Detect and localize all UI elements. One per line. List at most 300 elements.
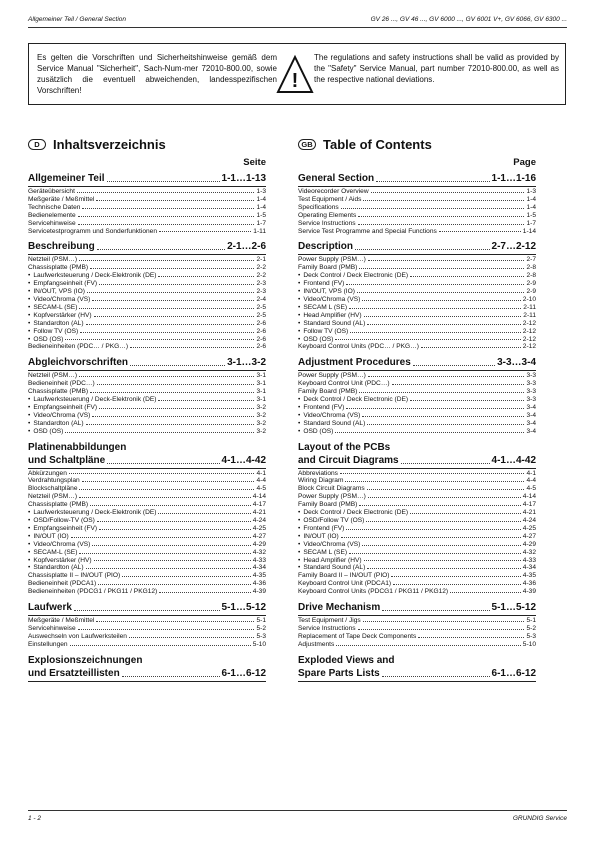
toc-subitem — [28, 396, 266, 404]
item-page: 4-32 — [522, 548, 536, 556]
toc-section — [298, 353, 536, 435]
dot-leader — [107, 181, 220, 182]
toc-section — [28, 598, 266, 649]
item-page: 2-11 — [523, 303, 536, 311]
toc-item — [28, 264, 266, 272]
item-page: 2-2 — [256, 264, 266, 272]
item-page: 4-34 — [252, 564, 266, 572]
toc-subitem — [298, 328, 536, 336]
dot-leader — [69, 473, 255, 474]
section-underline — [28, 615, 266, 616]
dot-leader — [382, 676, 490, 677]
item-title: Chassisplatte (PMB) — [28, 388, 89, 396]
section-underline — [298, 186, 536, 187]
item-page: 4-35 — [252, 572, 266, 580]
dot-leader — [357, 292, 525, 293]
item-title: Power Supply (PSM…) — [298, 256, 366, 264]
item-title: Einstellungen — [28, 640, 68, 648]
toc-item — [28, 580, 266, 588]
toc-section — [28, 172, 266, 235]
section-heading — [28, 601, 266, 614]
item-page: 5-10 — [252, 640, 266, 648]
toc-section — [298, 598, 536, 649]
dot-leader — [70, 645, 251, 646]
item-page: 2-12 — [522, 343, 536, 351]
section-underline — [28, 254, 266, 255]
dot-leader — [99, 408, 254, 409]
dot-leader — [79, 497, 251, 498]
item-title: • SECAM L (SE) — [298, 549, 347, 557]
toc-subitem — [298, 412, 536, 420]
dot-leader — [94, 316, 255, 317]
dot-leader — [341, 208, 525, 209]
safety-notice-english: The regulations and safety instructions shall be valid as provided by the "Safety" Service Manual, part number 72010-800.00, as well as the respective national deviations. — [314, 53, 559, 84]
section-title: und Ersatzteillisten — [28, 667, 120, 679]
toc-subitem — [298, 557, 536, 565]
dot-leader — [107, 463, 219, 464]
item-title: Blockschaltpläne — [28, 485, 78, 493]
toc-item — [28, 617, 266, 625]
item-page: 4-25 — [522, 524, 536, 532]
dot-leader — [346, 408, 524, 409]
dot-leader — [335, 339, 520, 340]
safety-notice-box — [28, 43, 566, 105]
dot-leader — [393, 584, 521, 585]
item-title: • Kopfverstärker (HV) — [28, 557, 92, 565]
item-title: Verdrahtungsplan — [28, 477, 80, 485]
item-page: 2-10 — [522, 295, 536, 303]
dot-leader — [439, 231, 521, 232]
dot-leader — [335, 432, 524, 433]
dot-leader — [90, 392, 254, 393]
toc-item — [28, 485, 266, 493]
item-page: 2-2 — [256, 272, 266, 280]
item-page: 2-6 — [256, 319, 266, 327]
item-title: Replacement of Tape Deck Components — [298, 632, 417, 640]
dot-leader — [96, 200, 254, 201]
item-title: • Empfangseinheit (FV) — [28, 280, 97, 288]
dot-leader — [346, 529, 520, 530]
item-title: Wiring Diagram — [298, 477, 344, 485]
item-page: 5-1 — [256, 617, 266, 625]
toc-item — [28, 228, 266, 236]
item-page: 4-17 — [252, 501, 266, 509]
section-underline — [298, 468, 536, 469]
item-page: 4-14 — [252, 493, 266, 501]
toc-section — [298, 237, 536, 351]
item-page: 4-14 — [522, 493, 536, 501]
item-page: 1-5 — [526, 211, 536, 219]
item-title: • Standardton (AL) — [28, 564, 84, 572]
item-title: Family Board (PMB) — [298, 264, 358, 272]
toc-subitem — [28, 404, 266, 412]
section-underline — [28, 370, 266, 371]
item-title: • OSD (OS) — [28, 428, 63, 436]
toc-item — [298, 188, 536, 196]
item-title: Netzteil (PSM…) — [28, 256, 78, 264]
toc-item — [298, 470, 536, 478]
item-title: • Frontend (FV) — [298, 280, 344, 288]
item-page: 4-35 — [522, 572, 536, 580]
item-title: Keyboard Control Units (PDCG1 / PKG11 / PKG12) — [298, 588, 449, 596]
item-page: 4-4 — [526, 477, 536, 485]
item-page: 2-9 — [526, 288, 536, 296]
item-title: • Video/Chroma (VS) — [28, 412, 90, 420]
toc-subitem — [298, 533, 536, 541]
item-title: Service Instructions — [298, 219, 356, 227]
item-title: • Video/Chroma (VS) — [298, 412, 360, 420]
toc-subitem — [298, 564, 536, 572]
dot-leader — [363, 200, 524, 201]
section-heading — [298, 356, 536, 369]
dot-leader — [129, 637, 255, 638]
item-page: 1-4 — [256, 203, 266, 211]
safety-notice-german: Es gelten die Vorschriften und Sicherheitshinweise gemäß dem Service Manual "Sicherheit", Sach-Num-mer 72010-800.00, sowie zusätzlich die eventuell abweichenden, landesspezifischen Vorschriften! — [37, 53, 277, 95]
item-page: 3-4 — [526, 419, 536, 427]
toc-item — [298, 264, 536, 272]
dot-leader — [65, 432, 254, 433]
item-page: 3-3 — [526, 396, 536, 404]
section-underline — [28, 468, 266, 469]
item-page: 5-1 — [526, 617, 536, 625]
toc-item — [28, 588, 266, 596]
dot-leader — [79, 553, 250, 554]
item-title: • Kopfverstärker (HV) — [28, 312, 92, 320]
item-title: • OSD/Follow-TV (OS) — [28, 517, 95, 525]
item-title: • Standard Sound (AL) — [298, 420, 365, 428]
item-page: 3-3 — [526, 380, 536, 388]
item-page: 4-39 — [522, 588, 536, 596]
item-page: 4-29 — [252, 540, 266, 548]
section-heading — [28, 172, 266, 185]
item-title: • OSD (OS) — [298, 428, 333, 436]
dot-leader — [362, 300, 520, 301]
toc-subitem — [28, 549, 266, 557]
item-title: Netzteil (PSM…) — [28, 493, 78, 501]
dot-leader — [346, 284, 524, 285]
item-title: • Frontend (FV) — [298, 525, 344, 533]
section-heading — [28, 454, 266, 467]
dot-leader — [421, 347, 521, 348]
toc-item — [28, 220, 266, 228]
item-page: 4-21 — [522, 509, 536, 517]
toc-item — [298, 617, 536, 625]
dot-leader — [366, 521, 520, 522]
section-title-line: Exploded Views and — [298, 654, 395, 666]
item-title: Block Circuit Diagrams — [298, 485, 365, 493]
dot-leader — [65, 339, 254, 340]
section-title: and Circuit Diagrams — [298, 454, 399, 466]
section-pages: 4-1…4-42 — [221, 454, 266, 466]
section-heading — [28, 240, 266, 253]
section-title: Drive Mechanism — [298, 602, 381, 614]
dot-leader — [77, 192, 255, 193]
item-page: 4-33 — [522, 556, 536, 564]
item-page: 2-5 — [256, 311, 266, 319]
toc-section — [298, 438, 536, 597]
item-page: 4-24 — [252, 517, 266, 524]
toc-item — [28, 625, 266, 633]
toc-subitem — [298, 272, 536, 280]
item-page: 4-36 — [252, 580, 266, 588]
dot-leader — [358, 216, 524, 217]
dot-leader — [368, 497, 521, 498]
dot-leader — [79, 376, 254, 377]
item-title: • Frontend (FV) — [298, 404, 344, 412]
item-page: 2-12 — [522, 327, 536, 335]
item-page: 5-2 — [526, 624, 536, 632]
section-underline — [298, 615, 536, 616]
toc-item — [28, 188, 266, 196]
dot-leader — [410, 276, 524, 277]
toc-subitem — [298, 288, 536, 296]
item-title: Power Supply (PSM…) — [298, 493, 366, 501]
item-page: 4-5 — [256, 485, 266, 493]
item-page: 4-32 — [252, 548, 266, 556]
item-page: 4-34 — [522, 564, 536, 572]
item-title: Bedienelemente — [28, 211, 76, 219]
dot-leader — [159, 231, 251, 232]
toc-item — [28, 380, 266, 388]
item-title: Abbreviations — [298, 469, 338, 477]
item-title: • OSD (OS) — [28, 336, 63, 344]
toc-subitem — [28, 517, 266, 525]
dot-leader — [92, 545, 250, 546]
dot-leader — [90, 505, 251, 506]
item-title: Servicetestprogramm und Sonderfunktionen — [28, 227, 158, 235]
section-title: General Section — [298, 173, 375, 184]
item-page: 4-21 — [252, 509, 266, 517]
dot-leader — [158, 276, 254, 277]
item-title: Test Equipment / Aids — [298, 195, 362, 203]
toc-subitem — [28, 557, 266, 565]
item-title: Technische Daten — [28, 203, 81, 211]
item-title: • Empfangseinheit (FV) — [28, 404, 97, 412]
toc-subitem — [28, 509, 266, 517]
toc-item — [298, 633, 536, 641]
item-title: • OSD (OS) — [298, 336, 333, 344]
item-title: Servicehinweise — [28, 219, 76, 227]
dot-leader — [362, 416, 524, 417]
dot-leader — [391, 576, 520, 577]
dot-leader — [410, 400, 524, 401]
item-title: • Video/Chroma (VS) — [28, 296, 90, 304]
item-page: 3-1 — [256, 396, 266, 404]
toc-subitem — [298, 280, 536, 288]
toc-item — [28, 572, 266, 580]
item-page: 1-3 — [526, 188, 536, 195]
dot-leader — [79, 260, 254, 261]
section-title: Description — [298, 241, 354, 253]
item-title: Specifications — [298, 203, 339, 211]
language-badge: D — [28, 139, 46, 150]
dot-leader — [98, 584, 251, 585]
dot-leader — [358, 629, 525, 630]
item-page: 4-4 — [256, 477, 266, 485]
toc-item — [28, 204, 266, 212]
item-title: • Laufwerksteuerung / Deck-Elektronik (DE) — [28, 396, 156, 404]
dot-leader — [158, 513, 250, 514]
item-title: • Follow TV (OS) — [28, 328, 78, 336]
dot-leader — [349, 308, 521, 309]
dot-leader — [363, 621, 525, 622]
toc-subitem — [28, 420, 266, 428]
toc-item — [28, 470, 266, 478]
toc-section — [298, 651, 536, 682]
toc-item — [298, 625, 536, 633]
item-title: • IN/OUT (IO) — [28, 533, 69, 541]
dot-leader — [355, 249, 490, 250]
toc-subitem — [298, 320, 536, 328]
section-title-line: Explosionszeichnungen — [28, 654, 143, 666]
dot-leader — [96, 621, 254, 622]
page-number: 1 - 2 — [28, 815, 42, 822]
toc-subitem — [28, 428, 266, 436]
toc-item — [298, 256, 536, 264]
dot-leader — [367, 568, 521, 569]
dot-leader — [345, 481, 524, 482]
dot-leader — [92, 416, 254, 417]
item-title: Bedieneinheiten (PDC… / PKG…) — [28, 343, 129, 351]
item-page: 4-36 — [522, 580, 536, 588]
header-model-list: GV 26 ..., GV 46 ..., GV 6000 ..., GV 6001 V+, GV 6066, GV 6300 ... — [370, 16, 567, 23]
section-heading — [28, 667, 266, 680]
item-title: Bedieneinheit (PDCA1) — [28, 580, 97, 588]
dot-leader — [97, 384, 255, 385]
item-title: Family Board (PMB) — [298, 388, 358, 396]
section-pages: 6-1…6-12 — [491, 667, 536, 679]
item-title: Chassisplatte (PMB) — [28, 264, 89, 272]
dot-leader — [358, 224, 525, 225]
item-page: 2-6 — [256, 335, 266, 343]
item-title: Abkürzungen — [28, 469, 67, 477]
item-title: Test Equipment / Jigs — [298, 617, 361, 625]
dot-leader — [340, 473, 525, 474]
dot-leader — [86, 424, 255, 425]
toc-item — [298, 388, 536, 396]
toc-item — [28, 633, 266, 641]
item-page: 2-1 — [256, 256, 266, 264]
dot-leader — [122, 676, 220, 677]
section-heading — [298, 667, 536, 680]
dot-leader — [82, 208, 254, 209]
item-page: 4-1 — [256, 469, 266, 477]
section-heading — [298, 601, 536, 614]
item-title: Meßgeräte / Meßmittel — [28, 195, 95, 203]
item-title: • Standard Sound (AL) — [298, 320, 365, 328]
item-title: • Deck Control / Deck Electronic (DE) — [298, 272, 408, 280]
item-title: Videorecorder Overview — [298, 188, 369, 195]
item-page: 2-4 — [256, 295, 266, 303]
dot-leader — [392, 384, 525, 385]
toc-subitem — [28, 288, 266, 296]
toc-subitem — [298, 396, 536, 404]
dot-leader — [159, 592, 251, 593]
item-page: 2-8 — [526, 264, 536, 272]
item-page: 4-25 — [252, 524, 266, 532]
dot-leader — [94, 560, 251, 561]
dot-leader — [410, 513, 521, 514]
section-title-line: Layout of the PCBs — [298, 441, 391, 453]
dot-leader — [349, 553, 521, 554]
toc-item — [298, 380, 536, 388]
dot-leader — [158, 400, 254, 401]
section-underline — [28, 681, 266, 682]
item-page: 1-5 — [256, 211, 266, 219]
dot-leader — [78, 216, 255, 217]
item-title: • IN/OUT, VPS (IO) — [298, 288, 355, 296]
item-title: • SECAM L (SE) — [298, 304, 347, 312]
toc-subitem — [298, 428, 536, 436]
toc-item — [28, 501, 266, 509]
toc-subitem — [298, 336, 536, 344]
item-title: • SECAM-L (SE) — [28, 304, 77, 312]
dot-leader — [80, 332, 254, 333]
dot-leader — [92, 300, 254, 301]
dot-leader — [413, 365, 495, 366]
section-title: Beschreibung — [28, 241, 95, 253]
dot-leader — [87, 292, 255, 293]
dot-leader — [78, 629, 255, 630]
dot-leader — [367, 324, 521, 325]
toc-subitem — [28, 564, 266, 572]
item-page: 2-11 — [523, 311, 536, 319]
toc-subitem — [28, 320, 266, 328]
item-page: 2-6 — [256, 343, 266, 351]
toc-subitem — [28, 412, 266, 420]
item-page: 5-3 — [526, 632, 536, 640]
dot-leader — [367, 489, 525, 490]
toc-section — [28, 237, 266, 351]
section-pages: 3-1…3-2 — [227, 357, 266, 369]
item-page: 1-7 — [526, 219, 536, 227]
dot-leader — [371, 192, 525, 193]
item-page: 4-17 — [522, 501, 536, 509]
toc-item — [298, 196, 536, 204]
header-section-title: Allgemeiner Teil / General Section — [28, 16, 127, 23]
toc-item — [298, 580, 536, 588]
section-pages: 2-7…2-12 — [491, 241, 536, 253]
dot-leader — [130, 347, 254, 348]
toc-subitem — [298, 312, 536, 320]
item-title: Servicehinweise — [28, 624, 76, 632]
toc-subitem — [28, 280, 266, 288]
toc-subitem — [298, 420, 536, 428]
item-title: Netzteil (PSM…) — [28, 372, 78, 380]
dot-leader — [79, 489, 254, 490]
item-title: Geräteübersicht — [28, 188, 75, 195]
section-underline — [298, 370, 536, 371]
dot-leader — [78, 224, 255, 225]
item-title: Service Instructions — [298, 624, 356, 632]
dot-leader — [86, 324, 255, 325]
toc-subitem — [28, 336, 266, 344]
item-title: Bedieneinheiten (PDCG1 / PKG11 / PKG12) — [28, 588, 158, 596]
item-title: Adjustments — [298, 640, 335, 648]
section-title: Abgleichvorschriften — [28, 357, 129, 369]
item-title: • Standardton (AL) — [28, 320, 84, 328]
footer-brand: GRUNDIG Service — [512, 815, 567, 822]
item-page: 5-10 — [522, 640, 536, 648]
item-title: • Follow TV (OS) — [298, 328, 348, 336]
section-pages: 6-1…6-12 — [221, 667, 266, 679]
item-page: 1-4 — [526, 203, 536, 211]
dot-leader — [359, 268, 524, 269]
item-page: 4-27 — [522, 532, 536, 540]
dot-leader — [71, 537, 251, 538]
toc-item — [298, 220, 536, 228]
section-underline — [298, 681, 536, 682]
